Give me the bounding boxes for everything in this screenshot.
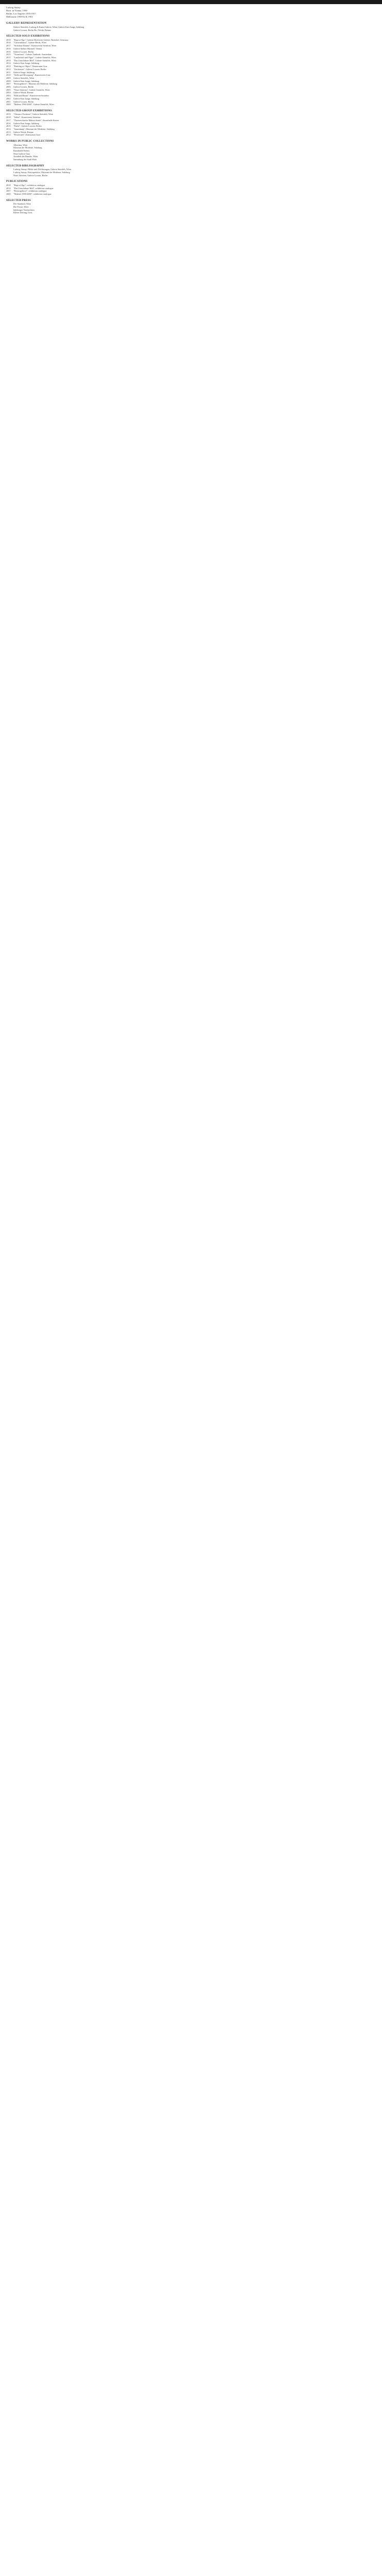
header-line: Born: in Vienna, 1930: [6, 9, 27, 12]
section-title: SELECTED PRESS: [6, 198, 31, 202]
entry-year: 2007: [6, 82, 11, 86]
section: [6, 180, 374, 195]
entry-year: 2014: [6, 127, 11, 130]
entry-text: Galerie Weida, Bienne: [13, 130, 33, 133]
entry-year: 2017: [6, 44, 11, 47]
entry-year: 2010: [6, 74, 11, 77]
entry-year: 2008: [6, 79, 11, 82]
entry-text: "Salon", Kunstverein Steinfurt: [13, 116, 41, 119]
entry-text: "Malerei 1990-2000", Galerie Steinfels, Wien: [13, 103, 54, 106]
entry-year: 2011: [6, 71, 11, 74]
entry-text: "Farbe", Galerie Loosen, Berlin: [13, 125, 42, 128]
section-title: GALLERY REPRESENTATION: [6, 22, 47, 25]
header-line: Berlin, Los Angeles 1955-1957: [6, 12, 36, 15]
entry-text: "Rapt of Ego", exhibition catalogue: [13, 183, 45, 187]
entry-year: 2005: [6, 88, 11, 91]
section-title: SELECTED GROUP EXHIBITIONS: [6, 109, 52, 112]
entry-text: "Rapt of Ego", Galerie Hochwies Galerie, Berndorf, Germany: [13, 38, 68, 41]
entry-text: Neue Arbeiten, Galerie Loosen, Berlin: [13, 174, 48, 177]
entry-text: Galerie Kurt Junge, Salzburg: [13, 122, 40, 125]
entry-year: 2001: [6, 100, 11, 103]
section: [6, 199, 374, 214]
section-title: PUBLICATIONS: [6, 180, 28, 183]
section-title: SELECTED BIBLIOGRAPHY: [6, 164, 45, 167]
entry-text: "Österreichische Malerei heute", Kunsthalle Krems: [13, 118, 59, 122]
entry-text: Kunsthalle Krems: [13, 149, 30, 152]
entry-text: Galerie Kurt Junge, Salzburg: [13, 79, 40, 82]
entry-text: Salzburger Nachrichten: [13, 208, 34, 211]
top-bar: [0, 0, 382, 4]
entry-text: "Sammlung", Museum der Moderne, Salzburg: [13, 127, 55, 130]
entry-text: "Zeitfenster", Galerie Loosen, Berlin: [13, 67, 46, 71]
section: [6, 109, 374, 137]
entry-text: "Malerei 1990-2000", exhibition catalogue: [13, 193, 51, 196]
entry-year: 2012: [6, 133, 11, 137]
entry-text: "Painting as Object", Kunstraum Graz: [13, 65, 47, 68]
document-header: [6, 6, 374, 19]
entry-year: [6, 158, 13, 161]
entry-year: 2016: [6, 50, 11, 53]
entry-text: "Transform", Galerie Vanlinde, Amsterdam: [13, 53, 52, 56]
list-item: [6, 103, 374, 106]
section-title: WORKS IN PUBLIC COLLECTIONS: [6, 140, 54, 143]
list-item: [6, 174, 374, 177]
entry-text: "Retrospektive", exhibition catalogue: [13, 190, 47, 193]
header-line: Ludwig Stasny: [6, 6, 21, 9]
entry-text: Kleine Zeitung, Graz: [13, 211, 32, 214]
entry-text: Galerie Steinfels, Wien: [13, 76, 34, 79]
entry-year: 2004: [6, 91, 11, 94]
entry-text: Sammlung der Stadt Wien: [13, 158, 37, 161]
entry-text: Galerie Weida, Bienne: [13, 91, 33, 94]
section-title: SELECTED SOLO EXHIBITIONS: [6, 35, 50, 38]
entry-text: Ludwig Stasny: Retrospektive, Museum der Moderne, Salzburg: [13, 171, 70, 174]
entry-year: 2016: [6, 122, 11, 125]
entry-year: 2018: [6, 183, 11, 187]
entry-year: [6, 29, 13, 32]
entry-text: "Retrospektive", Museum der Moderne, Salzburg: [13, 82, 58, 86]
entry-text: Neue Galerie Graz: [13, 152, 30, 155]
entry-year: 2015: [6, 125, 11, 128]
entry-text: "Caravanlaum", Galerie Heide, Wien: [13, 41, 46, 44]
entry-year: 2019: [6, 113, 11, 116]
entry-text: Galerie Junge, Salzburg: [13, 71, 35, 74]
entry-text: "Das Unsichtbare Bild", exhibition catalogue: [13, 187, 54, 190]
entry-text: "Bild und Raum", Kunstverein Steinfurt: [13, 94, 49, 97]
section: [6, 164, 374, 177]
entry-year: [6, 174, 13, 177]
entry-year: 2013: [6, 130, 11, 133]
entry-year: 2002: [6, 97, 11, 100]
entry-text: Galerie Kurt Junge, Salzburg: [13, 97, 40, 100]
list-item: [6, 193, 374, 196]
entry-text: Museum der Moderne, Salzburg: [13, 146, 42, 149]
entry-year: 2018: [6, 38, 11, 41]
header-line: Melbourne 1958-62 & 1963: [6, 15, 33, 19]
entry-year: 2013: [6, 65, 11, 68]
entry-text: Galerie Siebter Himmel, Vienna: [13, 47, 42, 50]
entry-text: "Stille und Bewegung", Kunstverein Linz: [13, 74, 50, 77]
entry-year: 2014: [6, 187, 11, 190]
section: [6, 35, 374, 106]
section: [6, 22, 374, 31]
section: [6, 140, 374, 161]
entry-year: 2015: [6, 53, 11, 56]
entry-year: 2003: [6, 94, 11, 97]
entry-text: Galerie Loosen, Berlin: [13, 50, 34, 53]
entry-year: 2016: [6, 47, 11, 50]
entry-year: 2018: [6, 116, 11, 119]
document-page: [6, 6, 374, 214]
entry-year: 2000: [6, 103, 11, 106]
entry-text: "Neue Arbeiten", Galerie Steinfels, Wien: [13, 88, 50, 91]
list-item: [6, 29, 374, 32]
entry-year: 2006: [6, 86, 11, 89]
entry-text: Ludwig Stasny: Bilder und Zeichnungen, Galerie Steinfels, Wien: [13, 168, 72, 171]
entry-year: [6, 211, 13, 214]
entry-year: 2009: [6, 76, 11, 79]
entry-text: Der Standard, Wien: [13, 202, 31, 206]
entry-text: Die Presse, Wien: [13, 205, 29, 208]
entry-text: Galerie Loosen, Berlin: [13, 100, 34, 103]
entry-text: "Das Unsichtbare Bild", Galerie Steinfels, Wien: [13, 59, 56, 62]
entry-year: 2015: [6, 56, 11, 59]
entry-text: Galerie Loosen, Berlin-Bo; Weida, Bienne: [13, 28, 51, 31]
entry-text: Galerie Steinfels, Ludwig & Kunst Galerie, Wien; Galerie Kurt Junge, Salzburg: [13, 25, 84, 28]
entry-text: Albertina, Wien: [13, 143, 28, 146]
entry-text: "Landschaft und Figur", Galerie Steinfels, Wien: [13, 56, 56, 59]
entry-year: 2014: [6, 59, 11, 62]
entry-text: "Abstract Positions", Galerie Steinfels, Wien: [13, 113, 54, 116]
entry-year: 2018: [6, 41, 11, 44]
list-item: [6, 158, 374, 161]
entry-year: 2012: [6, 67, 11, 71]
entry-text: "Sichtbare Räume", Kunstverein Steinfurt, Wien: [13, 44, 57, 47]
entry-text: Galerie Kurt Junge, Salzburg: [13, 62, 40, 65]
entry-text: Artothek des Bundes, Wien: [13, 155, 38, 158]
entry-year: 2007: [6, 190, 11, 193]
entry-year: 2017: [6, 118, 11, 122]
entry-text: Galerie Loosen, Berlin: [13, 86, 34, 89]
entry-year: 2000: [6, 193, 11, 196]
sections-container: [6, 22, 374, 214]
entry-text: "Positionen", Kunstraum Graz: [13, 133, 41, 137]
entry-year: 2014: [6, 62, 11, 65]
